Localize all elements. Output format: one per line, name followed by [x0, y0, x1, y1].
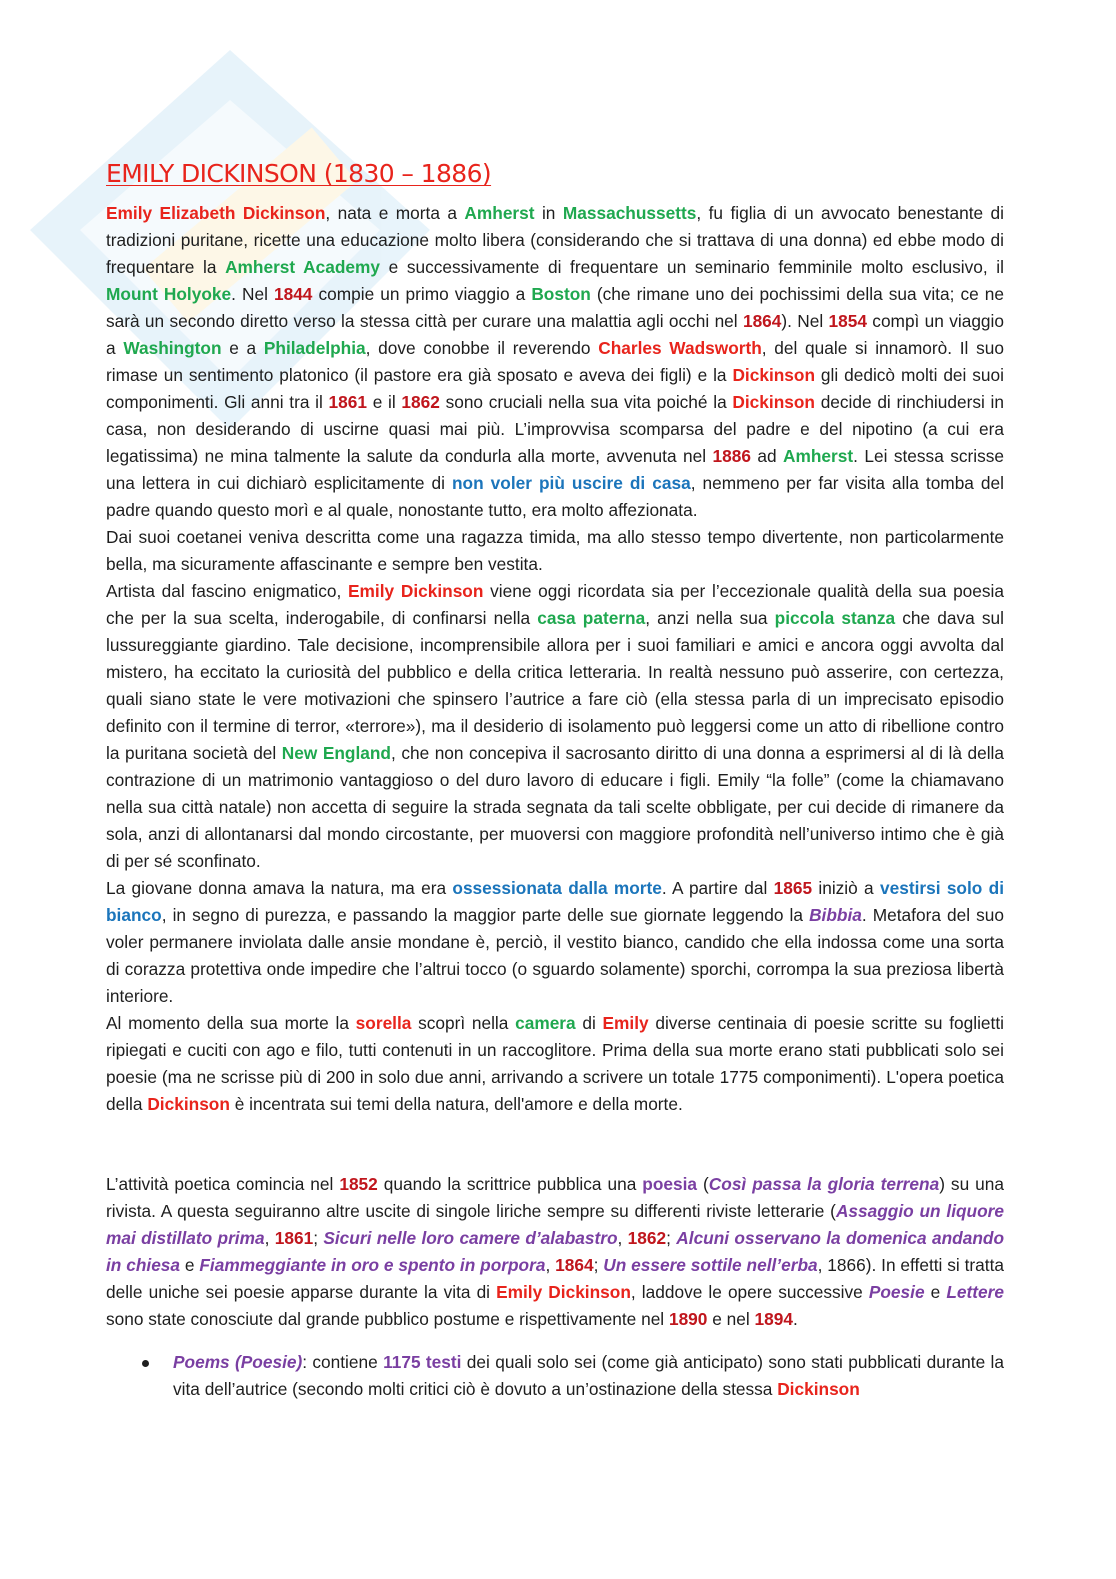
highlight-year: 1862 — [627, 1228, 667, 1248]
highlight-year: 1862 — [401, 392, 440, 412]
highlight-title: Poesie — [868, 1282, 925, 1302]
list-item — [106, 1349, 1004, 1403]
highlight-name: Emily — [602, 1013, 649, 1033]
page-title: EMILY DICKINSON (1830 – 1886) — [106, 159, 492, 188]
highlight-year: 1861 — [274, 1228, 314, 1248]
highlight-place: Washington — [123, 338, 222, 358]
highlight-place: Boston — [531, 284, 591, 304]
highlight-key-phrase: ossessionata dalla morte — [452, 878, 662, 898]
highlight-year: 1894 — [754, 1309, 793, 1329]
biography-paragraph: Emily Elizabeth Dickinson, nata e morta a Amherst in Massachussetts, fu figlia di un avvocato benestante di tradizioni puritane, ricette una educazione molto libera (considerando che si trattava di una donna) ed ebbe modo di frequentare la Amherst Academy e successivamente di frequentare un seminario femminile molto esclusivo, il Mount Holyoke. Nel 1844 compie un primo viaggio a Boston (che rimane uno dei pochissimi della sua vita; ce ne sarà un secondo diretto verso la stessa città per curare una malattia agli occhi nel 1864). Nel 1854 compì un viaggio a Washington e a Philadelphia, dove conobbe il reverendo Charles Wadsworth, del quale si innamorò. Il suo rimase un sentimento platonico (il pastore era già sposato e aveva dei figli) e la Dickinson gli dedicò molti dei suoi componimenti. Gli anni tra il 1861 e il 1862 sono cruciali nella sua vita poiché la Dickinson decide di rinchiudersi in casa, non desiderando di uscirne quasi mai più. L’improvvisa scomparsa del padre e del nipotino (a cui era legatissima) ne mina talmente la salute da condurla alla morte, avvenuta nel 1886 ad Amherst. Lei stessa scrisse una lettera in cui dichiarò esplicitamente di non voler più uscire di casa, nemmeno per far visita alla tomba del padre quando questo morì e al quale, nonostante tutto, era molto affezionata. — [106, 203, 1005, 520]
highlight-year: 1861 — [328, 392, 367, 412]
highlight-name: Emily Elizabeth Dickinson — [106, 203, 326, 223]
highlight-term: 1175 testi — [383, 1352, 462, 1372]
highlight-title: Un essere sottile nell’erba — [603, 1255, 818, 1275]
highlight-name: Dickinson — [777, 1379, 860, 1399]
highlight-title: Lettere — [946, 1282, 1004, 1302]
highlight-name: Dickinson — [147, 1094, 230, 1114]
highlight-place: Amherst — [464, 203, 535, 223]
highlight-year: 1852 — [339, 1174, 378, 1194]
document-page — [106, 157, 1004, 1403]
highlight-place: casa paterna — [537, 608, 646, 628]
highlight-title: Alcuni osservano la domenica andando in chiesa — [106, 1228, 1005, 1275]
isolation-paragraph: Artista dal fascino enigmatico, Emily Dickinson viene oggi ricordata sia per l’eccezionale qualità della sua poesia che per la sua scelta, inderogabile, di confinarsi nella casa paterna, anzi nella sua piccola stanza che dava sul lussureggiante giardino. Tale decisione, incomprensibile allora per i suoi familiari e amici e ancora oggi avvolta dal mistero, ha eccitato la curiosità del pubblico e della critica letteraria. In realtà nessuno può asserire, con certezza, quali siano state le vere motivazioni che spinsero l’autrice a fare ciò (ella stessa parla di un imprecisato episodio definito con il termine di terror, «terrore»), ma il desiderio di isolamento può leggersi come un atto di ribellione contro la puritana società del New England, che non concepiva il sacrosanto diritto di una donna a esprimersi al di là della contrazione di un matrimonio vantaggioso o del duro lavoro di educare i figli. Emily “la folle” (come la chiamavano nella sua città natale) non accetta di seguire la strada segnata da tali scelte obbligate, per cui decide di rimanere da sola, anzi di allontanarsi dal mondo circostante, per muoversi con maggiore profondità nell’universo intimo che è già di per sé sconfinato. — [106, 581, 1004, 871]
nature-paragraph: La giovane donna amava la natura, ma era ossessionata dalla morte. A partire dal 1865 iniziò a vestirsi solo di bianco, in segno di purezza, e passando la maggior parte delle sue giornate leggendo la Bibbia. Metafora del suo voler permanere inviolata dalle ansie mondane è, perciò, il vestito bianco, candido che ella indossa come una sorta di corazza protettiva onde impedire che l’altrui tocco (o sguardo solamente) sporchi, corrompa la sua preziosa libertà interiore. — [106, 878, 1005, 1006]
highlight-place: Philadelphia — [263, 338, 366, 358]
highlight-year: 1844 — [273, 284, 313, 304]
highlight-key-phrase: vestirsi solo di bianco — [106, 878, 1005, 925]
highlight-name: sorella — [355, 1013, 412, 1033]
highlight-name: Emily Dickinson — [348, 581, 484, 601]
highlight-place: New England — [281, 743, 391, 763]
highlight-place: Amherst Academy — [225, 257, 380, 277]
highlight-year: 1864 — [742, 311, 782, 331]
highlight-title: Fiammeggiante in oro e spento in porpora — [199, 1255, 546, 1275]
bullet-icon — [142, 1360, 149, 1367]
publications-paragraph: L’attività poetica comincia nel 1852 quando la scrittrice pubblica una poesia (Così passa la gloria terrena) su una rivista. A questa seguiranno altre uscite di singole liriche sempre su differenti riviste letterarie (Assaggio un liquore mai distillato prima, 1861; Sicuri nelle loro camere d’alabastro, 1862; Alcuni osservano la domenica andando in chiesa e Fiammeggiante in oro e spento in porpora, 1864; Un essere sottile nell’erba, 1866). In effetti si tratta delle uniche sei poesie apparse durante la vita di Emily Dickinson, laddove le opere successive Poesie e Lettere sono state conosciute dal grande pubblico postume e rispettivamente nel 1890 e nel 1894. — [106, 1174, 1005, 1329]
highlight-place: camera — [515, 1013, 576, 1033]
highlight-title: Poems (Poesie) — [173, 1352, 303, 1372]
highlight-term: poesia — [642, 1174, 698, 1194]
highlight-year: 1886 — [712, 446, 751, 466]
highlight-title: Bibbia — [809, 905, 862, 925]
highlight-place: Massachussetts — [562, 203, 697, 223]
highlight-name: Charles Wadsworth — [598, 338, 762, 358]
list-item-text: Poems (Poesie): contiene 1175 testi dei quali solo sei (come già anticipato) sono stati pubblicati durante la vita dell’autrice (secondo molti critici ciò è dovuto a un’ostinazione della stessa Dickinson — [173, 1352, 1004, 1399]
death-paragraph: Al momento della sua morte la sorella scoprì nella camera di Emily diverse centinaia di poesie scritte su foglietti ripiegati e cuciti con ago e filo, tutti contenuti in un raccoglitore. Prima della sua morte erano stati pubblicati solo sei poesie (ma ne scrisse più di 200 in solo due anni, arrivando a scrivere un totale 1775 componimenti). L'opera poetica della Dickinson è incentrata sui temi della natura, dell'amore e della morte. — [106, 1013, 1004, 1114]
highlight-title: Così passa la gloria terrena — [708, 1174, 940, 1194]
works-list — [106, 1349, 1004, 1403]
highlight-title: Sicuri nelle loro camere d’alabastro — [323, 1228, 618, 1248]
highlight-name: Dickinson — [732, 392, 815, 412]
description-paragraph: Dai suoi coetanei veniva descritta come una ragazza timida, ma allo stesso tempo divertente, non particolarmente bella, ma sicuramente affascinante e sempre ben vestita. — [106, 527, 1004, 574]
highlight-name: Dickinson — [732, 365, 816, 385]
highlight-key-phrase: non voler più uscire di casa — [451, 473, 691, 493]
highlight-year: 1865 — [773, 878, 813, 898]
highlight-place: Amherst — [783, 446, 854, 466]
highlight-name: Emily Dickinson — [496, 1282, 631, 1302]
highlight-year: 1890 — [668, 1309, 708, 1329]
highlight-place: Mount Holyoke — [106, 284, 232, 304]
highlight-place: piccola stanza — [774, 608, 896, 628]
highlight-year: 1854 — [828, 311, 867, 331]
highlight-year: 1864 — [555, 1255, 594, 1275]
highlight-title: Assaggio un liquore mai distillato prima — [106, 1201, 1004, 1248]
